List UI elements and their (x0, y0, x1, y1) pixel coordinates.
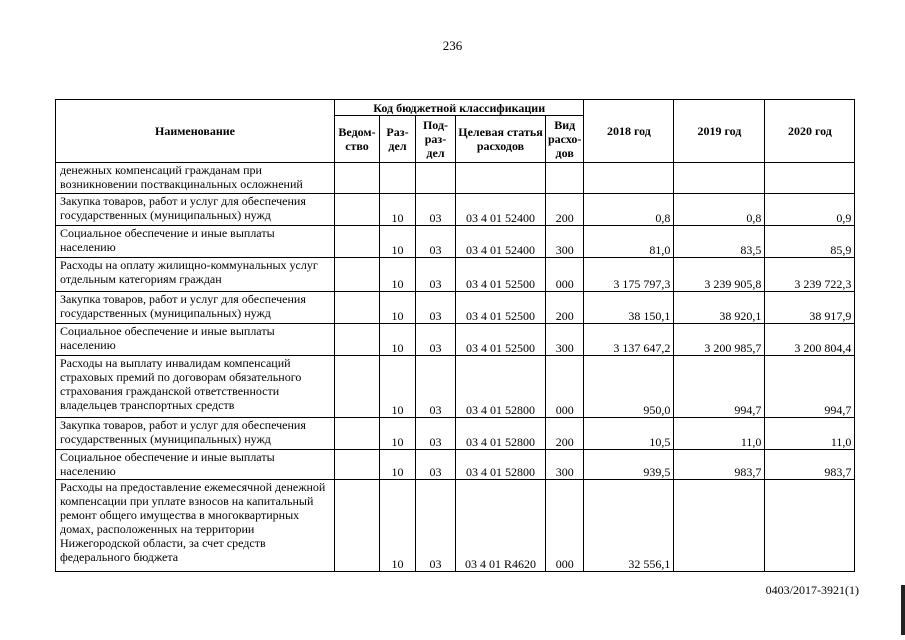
row-ved (335, 418, 380, 450)
table-row (56, 480, 855, 572)
row-2020: 85,9 (765, 226, 855, 258)
row-target: 03 4 01 52800 (456, 418, 546, 450)
row-podrazdel: 03 (416, 292, 456, 324)
row-2020: 0,9 (765, 194, 855, 226)
row-target: 03 4 01 52500 (456, 258, 546, 292)
row-ved (335, 292, 380, 324)
header-target: Целевая статья расходов (456, 116, 546, 163)
row-podrazdel: 03 (416, 450, 456, 480)
row-2020 (765, 163, 855, 194)
page-number: 236 (442, 38, 463, 53)
table-row (56, 324, 855, 356)
row-name: Социальное обеспечение и иные выплаты населению (56, 324, 335, 356)
row-vid: 200 (546, 194, 584, 226)
row-vid: 300 (546, 324, 584, 356)
row-2018: 950,0 (584, 356, 674, 418)
row-2019: 994,7 (674, 356, 765, 418)
row-2020 (765, 480, 855, 572)
row-2018: 81,0 (584, 226, 674, 258)
row-name: Социальное обеспечение и иные выплаты населению (56, 450, 335, 480)
row-name: Закупка товаров, работ и услуг для обеспечения государственных (муниципальных) нужд (56, 292, 335, 324)
header-2018: 2018 год (584, 100, 674, 163)
header-code-group: Код бюджетной классификации (335, 100, 584, 116)
row-razdel: 10 (380, 450, 416, 480)
row-2019: 3 239 905,8 (674, 258, 765, 292)
header-2020: 2020 год (765, 100, 855, 163)
row-2020: 983,7 (765, 450, 855, 480)
row-razdel: 10 (380, 258, 416, 292)
row-ved (335, 356, 380, 418)
row-target: 03 4 01 52800 (456, 450, 546, 480)
row-ved (335, 226, 380, 258)
row-target: 03 4 01 52500 (456, 324, 546, 356)
row-2020: 38 917,9 (765, 292, 855, 324)
header-podrazdel: Под-раз-дел (416, 116, 456, 163)
budget-table (55, 99, 855, 572)
row-name: Закупка товаров, работ и услуг для обеспечения государственных (муниципальных) нужд (56, 418, 335, 450)
row-name: Расходы на выплату инвалидам компенсаций страховых премий по договорам обязательного страхования гражданской ответственности владельцев транспортных средств (56, 356, 335, 418)
row-podrazdel: 03 (416, 194, 456, 226)
row-razdel: 10 (380, 480, 416, 572)
table-row (56, 418, 855, 450)
table-row (56, 226, 855, 258)
table-row (56, 356, 855, 418)
row-podrazdel: 03 (416, 480, 456, 572)
row-name: Социальное обеспечение и иные выплаты населению (56, 226, 335, 258)
document-code: 0403/2017-3921(1) (765, 583, 859, 597)
row-ved (335, 163, 380, 194)
row-podrazdel: 03 (416, 418, 456, 450)
row-target (456, 163, 546, 194)
row-name: денежных компенсаций гражданам при возникновении поствакцинальных осложнений (56, 163, 335, 194)
table-row (56, 292, 855, 324)
row-name: Расходы на предоставление ежемесячной денежной компенсации при уплате взносов на капитальный ремонт общего имущества в многоквартирных домах, расположенных на территории Нижегородской области, за счет средств федерального бюджета (56, 480, 335, 572)
row-podrazdel: 03 (416, 226, 456, 258)
row-ved (335, 258, 380, 292)
row-2018 (584, 163, 674, 194)
row-razdel: 10 (380, 226, 416, 258)
row-podrazdel: 03 (416, 356, 456, 418)
row-2020: 3 200 804,4 (765, 324, 855, 356)
page-edge-mark (901, 585, 905, 635)
header-razdel: Раз-дел (380, 116, 416, 163)
header-name: Наименование (56, 100, 335, 163)
row-ved (335, 194, 380, 226)
row-razdel: 10 (380, 356, 416, 418)
row-ved (335, 480, 380, 572)
header-vid: Вид расхо-дов (546, 116, 584, 163)
row-2019: 3 200 985,7 (674, 324, 765, 356)
row-2018: 38 150,1 (584, 292, 674, 324)
row-razdel (380, 163, 416, 194)
row-ved (335, 324, 380, 356)
row-2018: 32 556,1 (584, 480, 674, 572)
row-razdel: 10 (380, 292, 416, 324)
row-target: 03 4 01 52400 (456, 194, 546, 226)
row-2020: 994,7 (765, 356, 855, 418)
row-razdel: 10 (380, 418, 416, 450)
row-name: Расходы на оплату жилищно-коммунальных услуг отдельным категориям граждан (56, 258, 335, 292)
row-2018: 3 175 797,3 (584, 258, 674, 292)
row-target: 03 4 01 52400 (456, 226, 546, 258)
row-target: 03 4 01 R4620 (456, 480, 546, 572)
table-row (56, 450, 855, 480)
table-row (56, 163, 855, 194)
row-vid: 300 (546, 226, 584, 258)
row-2020: 3 239 722,3 (765, 258, 855, 292)
row-vid: 200 (546, 292, 584, 324)
row-vid: 300 (546, 450, 584, 480)
row-2018: 939,5 (584, 450, 674, 480)
table-row (56, 194, 855, 226)
row-podrazdel (416, 163, 456, 194)
row-2018: 0,8 (584, 194, 674, 226)
row-2018: 3 137 647,2 (584, 324, 674, 356)
row-2019: 38 920,1 (674, 292, 765, 324)
row-2019: 0,8 (674, 194, 765, 226)
row-target: 03 4 01 52800 (456, 356, 546, 418)
row-podrazdel: 03 (416, 324, 456, 356)
row-2020: 11,0 (765, 418, 855, 450)
row-name: Закупка товаров, работ и услуг для обеспечения государственных (муниципальных) нужд (56, 194, 335, 226)
row-vid: 000 (546, 258, 584, 292)
row-razdel: 10 (380, 194, 416, 226)
row-vid: 000 (546, 480, 584, 572)
row-podrazdel: 03 (416, 258, 456, 292)
row-vid (546, 163, 584, 194)
row-2019: 983,7 (674, 450, 765, 480)
row-2018: 10,5 (584, 418, 674, 450)
row-2019: 11,0 (674, 418, 765, 450)
header-2019: 2019 год (674, 100, 765, 163)
row-target: 03 4 01 52500 (456, 292, 546, 324)
row-vid: 200 (546, 418, 584, 450)
row-2019 (674, 480, 765, 572)
row-vid: 000 (546, 356, 584, 418)
row-ved (335, 450, 380, 480)
row-razdel: 10 (380, 324, 416, 356)
row-2019 (674, 163, 765, 194)
header-ved: Ведом-ство (335, 116, 380, 163)
table-row (56, 258, 855, 292)
row-2019: 83,5 (674, 226, 765, 258)
